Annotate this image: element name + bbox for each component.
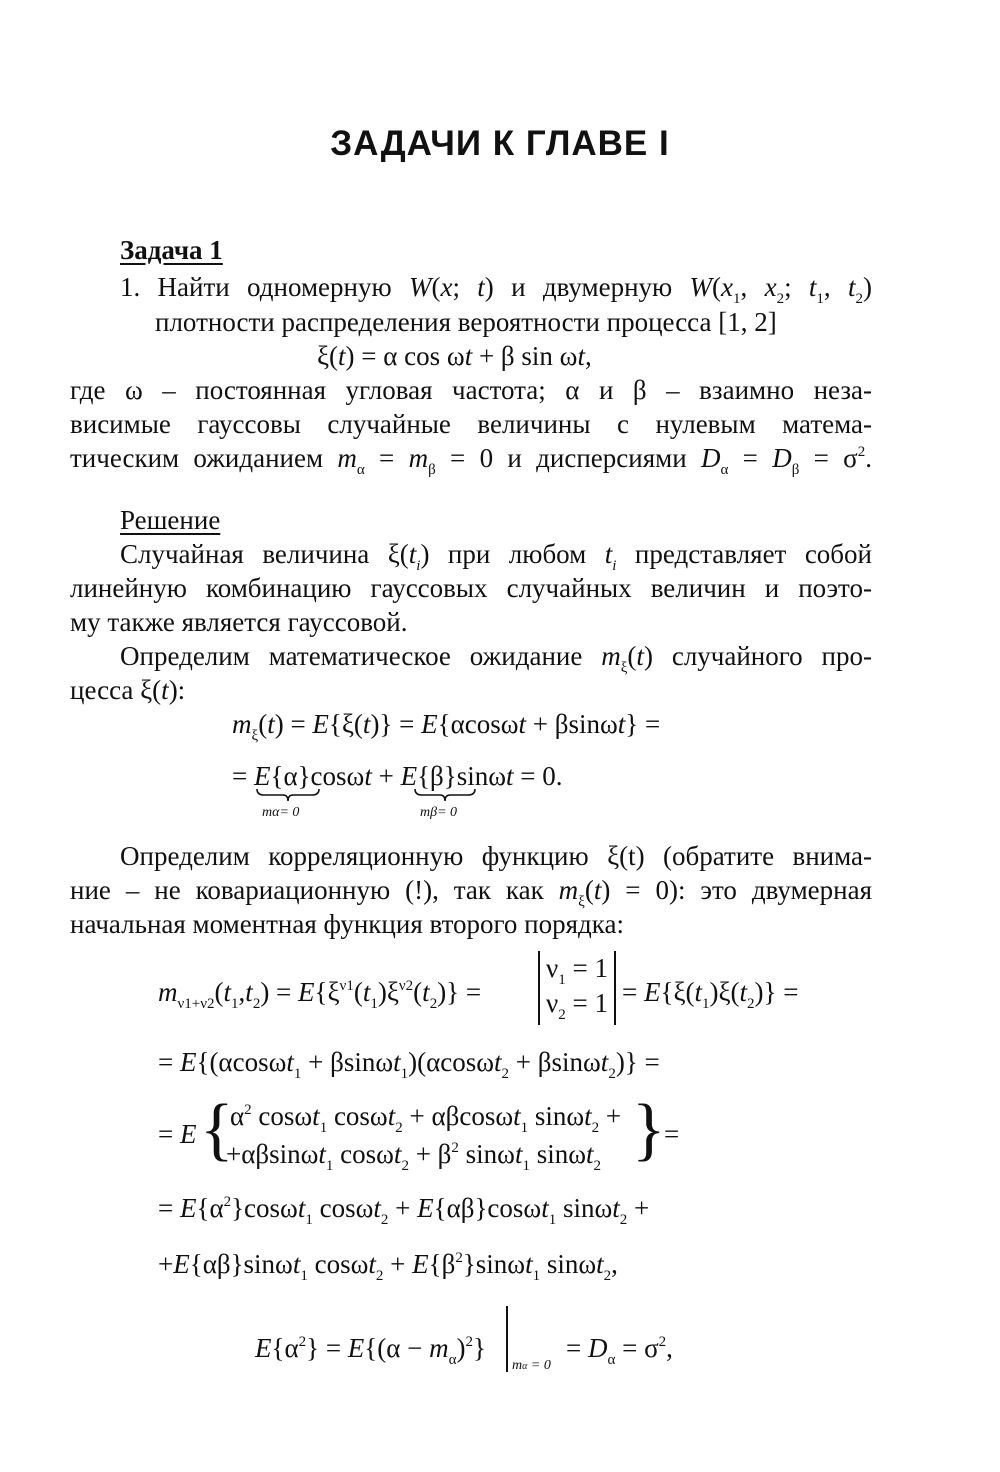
statement-line-5: висимые гауссовы случайные величины с нулевым матема- [70,409,872,439]
task-heading: Задача 1 [120,235,223,265]
solution-p2-line-1: Определим математическое ожидание $m_\xi(t)$ случайного про- [120,641,872,676]
corr-formula-line-5: +E{αβ}sinωt$_1$ $\cos\omega t_2 + E\{\beta^2\}\sin\omega t_1$ sinωt$_2$, [158,1249,618,1284]
right-curly-brace: } [632,1091,666,1168]
statement-line-6: тическим ожиданием $m_\alpha = m_\beta = 0$ и дисперсиями $D_\alpha = D_\beta = \sigma^2$. [70,443,872,478]
corr-formula-line-1: $m_{\nu 1+\nu 2}(t_1,t_2) = E\{\xi^{\nu 1}(t_1)\xi^{\nu 2}(t_2)\}$ = [158,977,482,1012]
solution-p2-line-2: цесса ξ(t): [70,675,186,705]
corr-formula-line-3a: $\alpha^2$ cosωt$_1$ cosωt$_2$ + αβcosωt$_1$ sinωt$_2$ + [230,1101,622,1136]
process-definition: ξ(t) = α cos ωt + β sin ωt, [317,341,592,371]
variance-formula: $E\{\alpha^2\} = E\{(\alpha - m_\alpha)^2\}$ [255,1333,486,1368]
mean-formula-line-2: = E{α}cosωt + E{β}sinωt = 0. [232,761,563,791]
underbrace-alpha [256,788,320,802]
solution-p3-line-2: ние – не ковариационную (!), так как $m_\xi(t) = 0$): это двумерная [70,875,872,910]
mean-formula-line-1: $m_\xi(t) = E\{\xi(t)\} = E\{\alpha\cos\omega t + \beta\sin\omega t\}$ = [232,709,661,744]
corr-formula-line-2: = E{(αcosωt$_1$ + βsinωt$_1$)(αcosωt$_2$ + βsinωt$_2$)} = [158,1047,660,1082]
solution-p1-line-3: му также является гауссовой. [70,607,408,637]
variance-result: = $D_\alpha = \sigma^2$, [566,1333,673,1368]
brace-label-alpha: mα= 0 [262,805,300,820]
chapter-title: ЗАДАЧИ К ГЛАВЕ I [330,124,670,163]
solution-p3-line-1: Определим корреляционную функцию ξ(t) (обратите внима- [120,841,872,871]
left-curly-brace: { [200,1091,234,1168]
statement-line-2: плотности распределения вероятности процесса [1, 2] [155,307,777,337]
underbrace-beta [414,788,476,802]
statement-line-1: 1. Найти одномерную W(x; t) и двумерную $W(x_1$, $x_2$; $t_1$, $t_2$) [120,272,872,307]
corr-formula-line-3-suffix: = [664,1119,680,1149]
evaluation-condition: mα = 0 [512,1358,551,1373]
brace-label-beta: mβ= 0 [420,805,458,820]
solution-p1-line-2: линейную комбинацию гауссовых случайных величин и поэто- [70,573,872,603]
determinant-conditions: $\nu_1 = 1$ $\nu_2 = 1$ [538,951,616,1025]
solution-p1-line-1: Случайная величина $\xi(t_i)$ при любом $t_i$ представляет собой [120,539,872,574]
solution-heading: Решение [120,505,221,535]
corr-formula-line-1b: = $E\{\xi(t_1)\xi(t_2)\}$ = [622,977,799,1012]
evaluation-bar [506,1306,508,1372]
corr-formula-line-4: = $E\{\alpha^2\}\cos\omega t_1$ cosωt$_2$ + E{αβ}cosωt$_1$ sinωt$_2$ + [158,1193,650,1228]
solution-p3-line-3: начальная моментная функция второго порядка: [70,909,624,939]
corr-formula-line-3b: +αβsinωt$_1$ $\cos\omega t_2 + \beta^2$ sinωt$_1$ sinωt$_2$ [226,1139,601,1174]
statement-line-4: где ω – постоянная угловая частота; α и β – взаимно неза- [70,375,872,405]
corr-formula-line-3-prefix: = E [158,1119,197,1149]
